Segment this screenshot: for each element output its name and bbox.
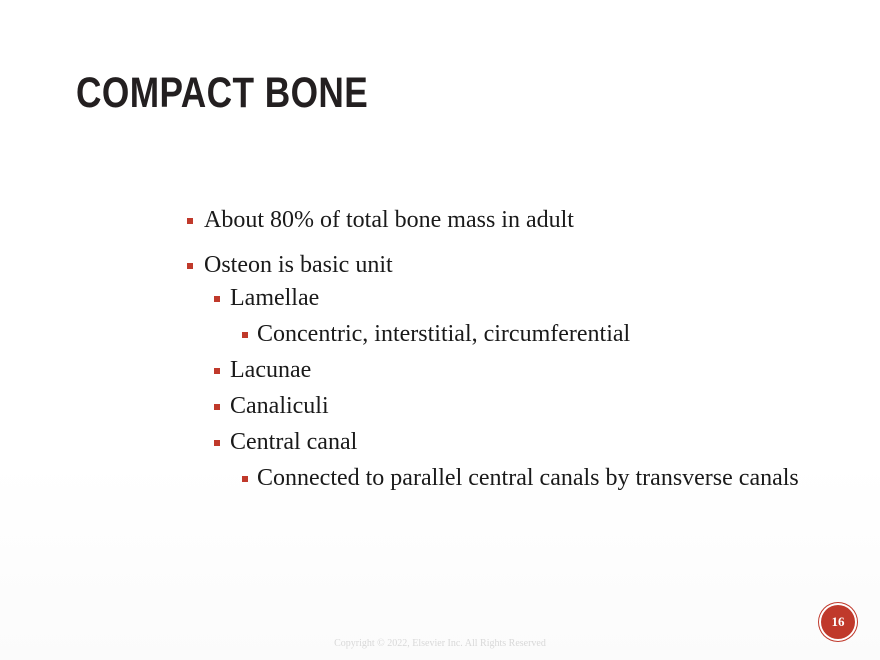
bullet-item [186, 320, 806, 349]
bullet-item [186, 356, 806, 385]
copyright-footer: Copyright © 2022, Elsevier Inc. All Rights Reserved [334, 638, 546, 649]
bullet-list [186, 206, 806, 500]
bullet-item [186, 206, 806, 235]
square-bullet-icon [187, 263, 193, 269]
slide-title: COMPACT BONE [76, 69, 369, 117]
square-bullet-icon [214, 296, 220, 302]
bullet-text: Lacunae [230, 357, 312, 383]
bullet-text: Osteon is basic unit [204, 252, 393, 278]
bullet-text: Lamellae [230, 285, 320, 311]
square-bullet-icon [187, 218, 193, 224]
bullet-item [186, 464, 806, 493]
bullet-item [186, 284, 806, 313]
bullet-text: Central canal [230, 429, 358, 455]
bullet-item [186, 392, 806, 421]
bullet-item [186, 428, 806, 457]
bullet-text: Concentric, interstitial, circumferential [257, 321, 631, 347]
slide-number-badge: 16 [821, 605, 855, 639]
square-bullet-icon [242, 332, 248, 338]
bullet-text: Canaliculi [230, 393, 329, 419]
bullet-text: Connected to parallel central canals by transverse canals [257, 465, 799, 491]
bullet-item [186, 251, 806, 280]
square-bullet-icon [214, 404, 220, 410]
bullet-text: About 80% of total bone mass in adult [204, 207, 574, 233]
square-bullet-icon [214, 440, 220, 446]
square-bullet-icon [214, 368, 220, 374]
square-bullet-icon [242, 476, 248, 482]
